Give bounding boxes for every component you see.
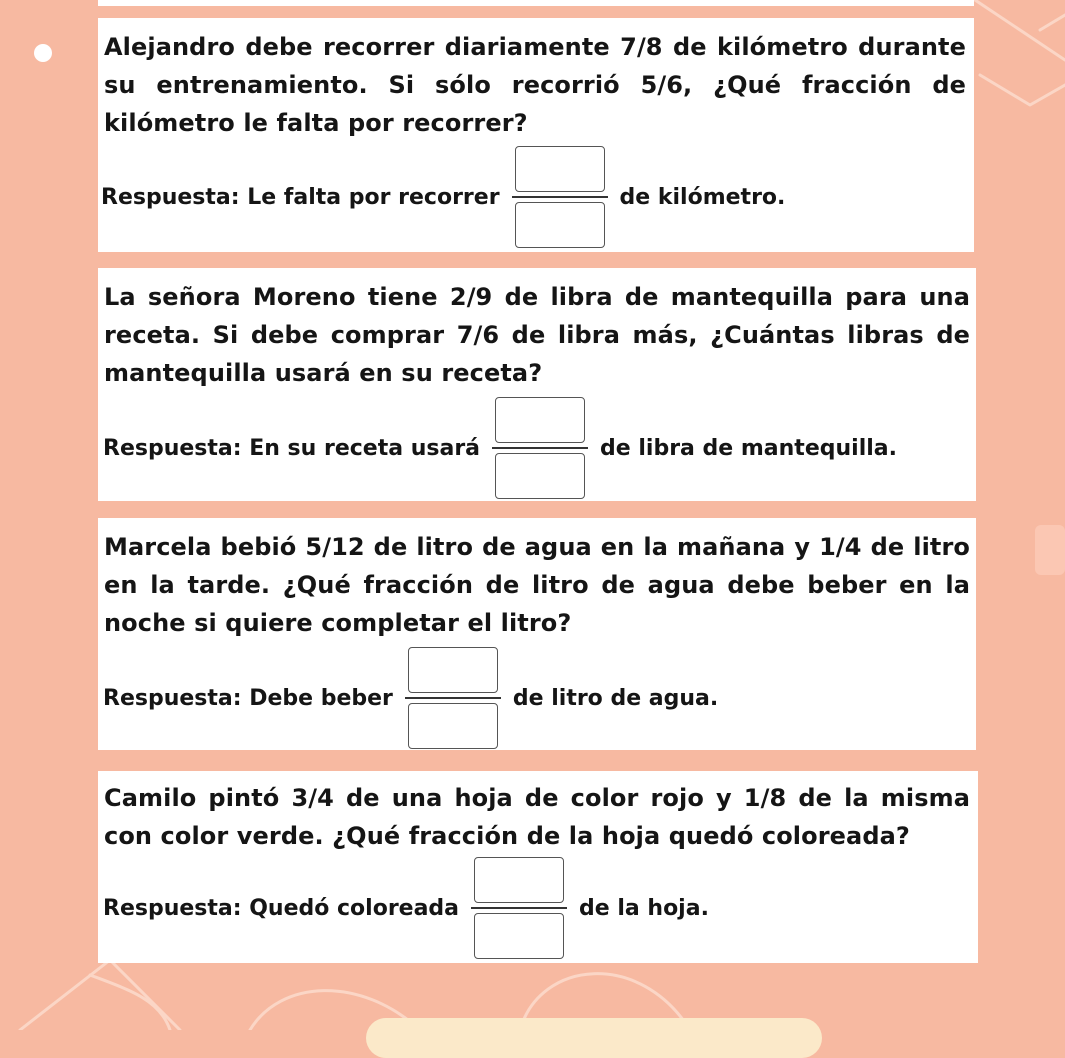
denominator-box-4[interactable] — [474, 913, 564, 959]
fraction-bar-2 — [492, 447, 588, 449]
denominator-box-2[interactable] — [495, 453, 585, 499]
problem-2-answer — [103, 397, 897, 499]
top-strip — [98, 0, 974, 6]
problem-card-2 — [98, 268, 976, 501]
problem-4-answer — [103, 857, 709, 959]
numerator-box-1[interactable] — [515, 146, 605, 192]
fraction-input-2 — [492, 397, 588, 499]
fraction-input-1 — [512, 146, 608, 248]
answer-3-prefix: Respuesta: Debe beber — [103, 685, 393, 711]
bullet-dot — [34, 44, 52, 62]
problem-4-question: Camilo pintó 3/4 de una hoja de color rojo y 1/8 de la misma con color verde. ¿Qué fracción de la hoja quedó coloreada? — [104, 784, 970, 850]
answer-3-suffix: de litro de agua. — [512, 685, 719, 711]
fraction-input-4 — [471, 857, 567, 959]
numerator-box-3[interactable] — [408, 647, 498, 693]
fraction-bar-4 — [471, 907, 567, 909]
denominator-box-3[interactable] — [408, 703, 498, 749]
numerator-box-2[interactable] — [495, 397, 585, 443]
fraction-input-3 — [405, 647, 501, 749]
problem-3-answer — [103, 647, 718, 749]
problem-1-answer — [101, 146, 785, 248]
problem-3-question: Marcela bebió 5/12 de litro de agua en la mañana y 1/4 de litro en la tarde. ¿Qué fracción de litro de agua debe beber en la noche si quiere completar el litro? — [104, 533, 970, 637]
answer-2-prefix: Respuesta: En su receta usará — [103, 435, 481, 461]
numerator-box-4[interactable] — [474, 857, 564, 903]
answer-1-suffix: de kilómetro. — [619, 184, 786, 210]
fraction-bar-1 — [512, 196, 608, 198]
denominator-box-1[interactable] — [515, 202, 605, 248]
answer-4-prefix: Respuesta: Quedó coloreada — [103, 895, 460, 921]
answer-1-prefix: Respuesta: Le falta por recorrer — [101, 184, 500, 210]
fraction-bar-3 — [405, 697, 501, 699]
answer-4-suffix: de la hoja. — [579, 895, 709, 921]
problem-2-question: La señora Moreno tiene 2/9 de libra de mantequilla para una receta. Si debe comprar 7/6 de libra más, ¿Cuántas libras de mantequilla usará en su receta? — [104, 283, 970, 387]
problem-card-4 — [98, 771, 978, 963]
answer-2-suffix: de libra de mantequilla. — [600, 435, 897, 461]
problem-card-1 — [98, 18, 974, 252]
problem-card-3 — [98, 518, 976, 750]
bottom-banner-edge — [366, 1018, 822, 1058]
problem-1-question: Alejandro debe recorrer diariamente 7/8 de kilómetro durante su entrenamiento. Si sólo recorrió 5/6, ¿Qué fracción de kilómetro le falta por recorrer? — [104, 33, 966, 137]
